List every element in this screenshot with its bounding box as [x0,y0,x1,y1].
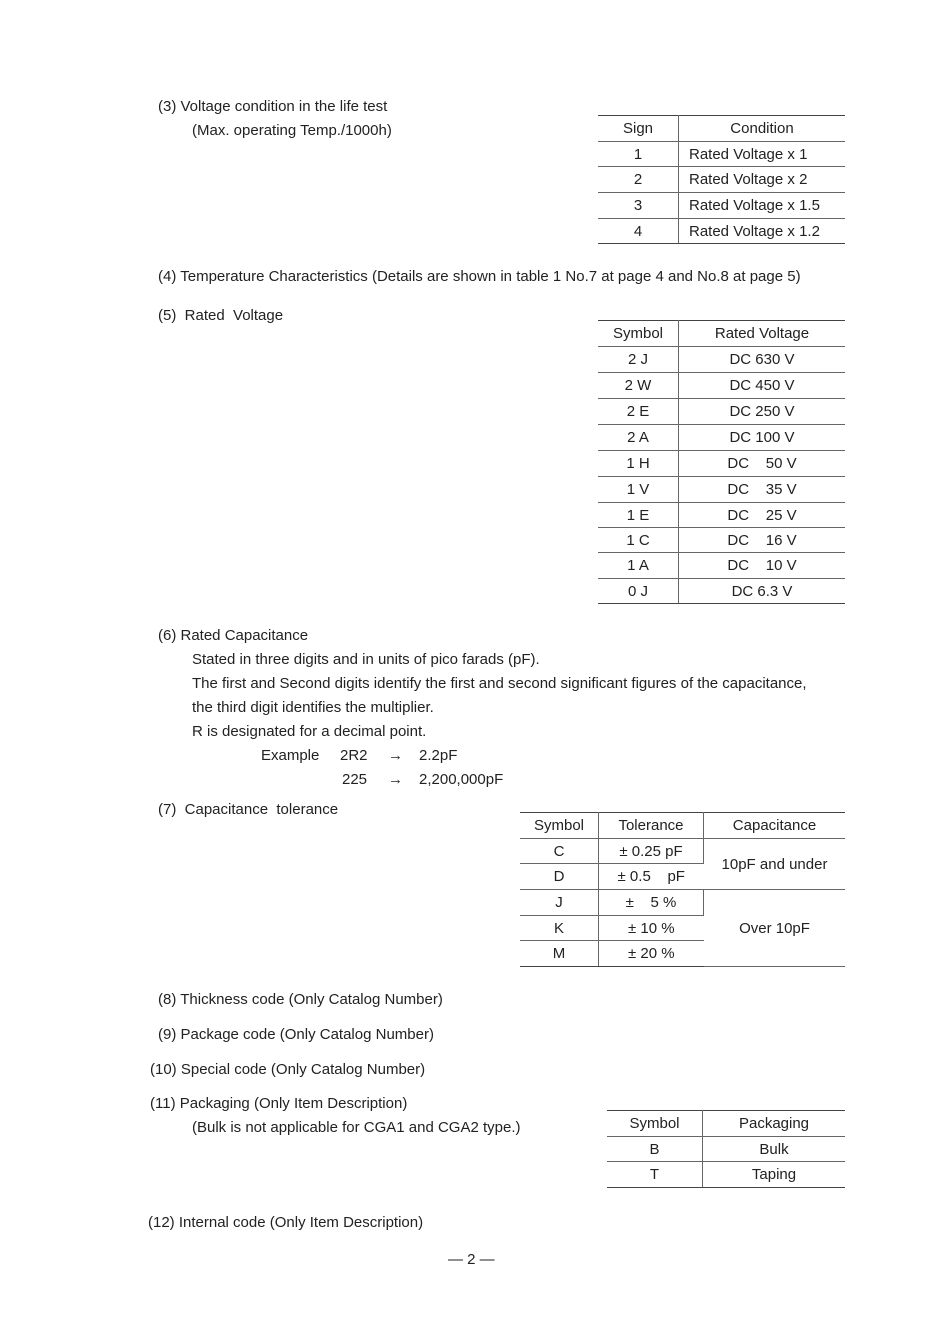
section-3-subtitle: (Max. operating Temp./1000h) [192,122,392,139]
section-9-title: (9) Package code (Only Catalog Number) [158,1026,434,1043]
rated-voltage-table [598,320,845,604]
section-6-line-3: the third digit identifies the multiplier. [192,699,434,716]
cell-packaging: Taping [703,1162,846,1188]
cell-tolerance: ± 5 % [599,890,704,916]
cell-voltage: DC 450 V [679,373,846,399]
table-row [520,839,845,864]
section-8-title: (8) Thickness code (Only Catalog Number) [158,991,443,1008]
col-header-capacitance: Capacitance [704,813,846,839]
cell-symbol: 1 C [598,528,679,553]
cell-symbol: 2 E [598,399,679,425]
example-value: 2.2pF [419,747,458,764]
page-number: — 2 — [448,1251,495,1268]
life-test-voltage-table [598,115,845,244]
cell-voltage: DC 100 V [679,425,846,451]
col-header-tolerance: Tolerance [599,813,704,839]
cell-symbol: 1 E [598,503,679,528]
col-header-condition: Condition [679,116,846,142]
table-row [598,347,845,373]
table-row [598,373,845,399]
table-row [598,477,845,503]
col-header-sign: Sign [598,116,679,142]
table-row [598,399,845,425]
cell-symbol: 2 J [598,347,679,373]
table-row [598,425,845,451]
cell-tolerance: ± 20 % [599,941,704,967]
table-row [598,553,845,579]
cell-voltage: DC 630 V [679,347,846,373]
cell-tolerance: ± 10 % [599,916,704,941]
table-row [598,142,845,167]
cell-sign: 1 [598,142,679,167]
col-header-symbol: Symbol [520,813,599,839]
cell-voltage: DC 10 V [679,553,846,579]
cell-condition: Rated Voltage x 1.2 [679,219,846,244]
table-row [598,451,845,477]
section-7-title: (7) Capacitance tolerance [158,801,339,818]
cell-symbol: 2 A [598,425,679,451]
cell-tolerance: ± 0.25 pF [599,839,704,864]
cell-capacitance-group: Over 10pF [704,890,846,967]
cell-packaging: Bulk [703,1137,846,1162]
cell-voltage: DC 250 V [679,399,846,425]
col-header-symbol: Symbol [598,321,679,347]
section-6-line-4: R is designated for a decimal point. [192,723,427,740]
example-label: Example [261,747,320,764]
section-5-title: (5) Rated Voltage [158,307,284,324]
section-11-note: (Bulk is not applicable for CGA1 and CGA2 type.) [192,1119,521,1136]
cell-condition: Rated Voltage x 1.5 [679,193,846,219]
section-3-title: (3) Voltage condition in the life test [158,98,388,115]
cell-voltage: DC 25 V [679,503,846,528]
cell-symbol: 2 W [598,373,679,399]
cell-capacitance-group: 10pF and under [704,839,846,890]
col-header-packaging: Packaging [703,1111,846,1137]
arrow-icon: → [388,747,403,764]
cell-tolerance: ± 0.5 pF [599,864,704,890]
cell-symbol: K [520,916,599,941]
cell-voltage: DC 16 V [679,528,846,553]
section-11-title: (11) Packaging (Only Item Description) [150,1095,408,1112]
cell-symbol: 1 A [598,553,679,579]
table-row [607,1137,845,1162]
cell-symbol: 1 V [598,477,679,503]
section-12-title: (12) Internal code (Only Item Description) [148,1214,424,1231]
table-row [598,167,845,193]
cell-condition: Rated Voltage x 2 [679,167,846,193]
cell-symbol: D [520,864,599,890]
cell-symbol: M [520,941,599,967]
section-4-title: (4) Temperature Characteristics (Details are shown in table 1 No.7 at page 4 and No.8 at page 5) [158,268,801,285]
section-10-title: (10) Special code (Only Catalog Number) [150,1061,426,1078]
cell-symbol: B [607,1137,703,1162]
cell-sign: 2 [598,167,679,193]
table-row [598,528,845,553]
arrow-icon: → [388,771,403,788]
cell-sign: 3 [598,193,679,219]
cell-symbol: C [520,839,599,864]
table-row [598,193,845,219]
example-code: 2R2 [340,747,368,764]
cell-symbol: 1 H [598,451,679,477]
table-row [598,503,845,528]
packaging-table [607,1110,845,1188]
cell-voltage: DC 6.3 V [679,579,846,604]
table-row [598,219,845,244]
cell-sign: 4 [598,219,679,244]
cell-voltage: DC 50 V [679,451,846,477]
cell-symbol: 0 J [598,579,679,604]
cell-voltage: DC 35 V [679,477,846,503]
table-row [598,579,845,604]
cell-symbol: J [520,890,599,916]
table-row [607,1162,845,1188]
cell-symbol: T [607,1162,703,1188]
example-code: 225 [342,771,368,788]
section-6-line-1: Stated in three digits and in units of pico farads (pF). [192,651,540,668]
example-value: 2,200,000pF [419,771,504,788]
cell-condition: Rated Voltage x 1 [679,142,846,167]
section-6-title: (6) Rated Capacitance [158,627,309,644]
table-row [520,890,845,916]
col-header-symbol: Symbol [607,1111,703,1137]
section-6-line-2: The first and Second digits identify the first and second significant figures of the capacitance, [192,675,807,692]
capacitance-tolerance-table [520,812,845,967]
col-header-rated-voltage: Rated Voltage [679,321,846,347]
